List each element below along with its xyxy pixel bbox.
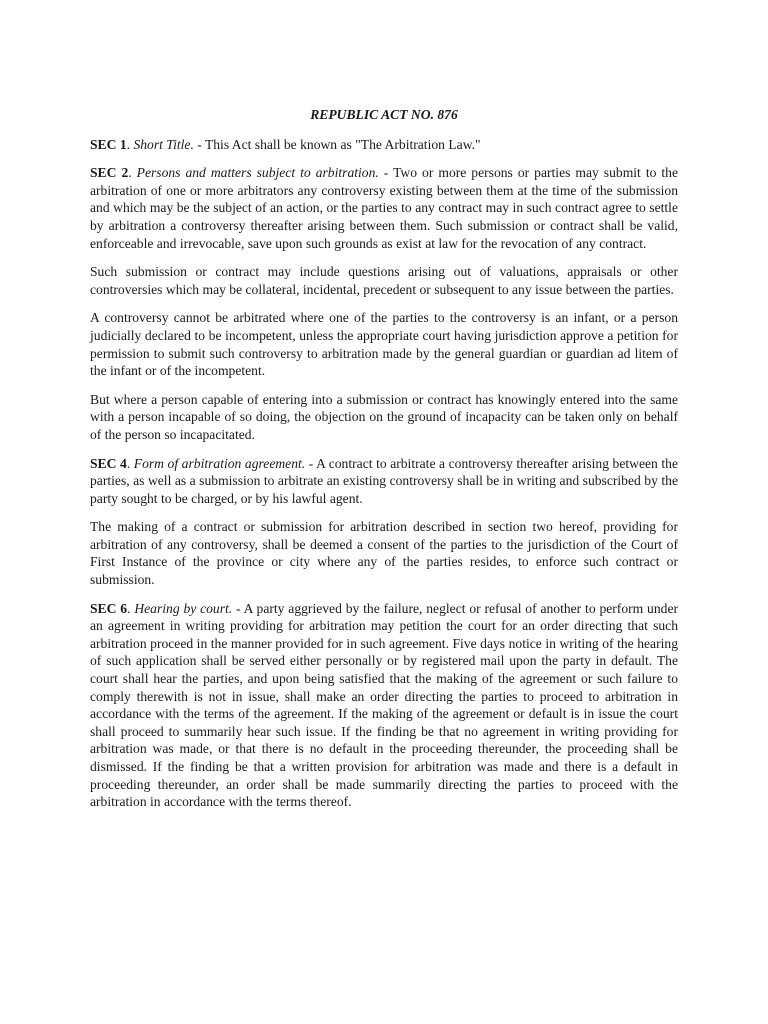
section-number: SEC 2 <box>90 165 129 181</box>
document-title: REPUBLIC ACT NO. 876 <box>310 107 458 122</box>
section-heading: Hearing by court. <box>134 600 233 616</box>
section-paragraph: SEC 4. Form of arbitration agreement. - A contract to arbitrate a controversy thereafter arising between the parties, as well as a submission to arbitrate an existing controversy shall be in writing and subscribed by the party sought to be charged, or by his lawful agent. <box>90 455 679 506</box>
section-number: SEC 4 <box>90 455 127 471</box>
body-paragraph: The making of a contract or submission for arbitration described in section two hereof, providing for arbitration of any controversy, shall be deemed a consent of the parties to the jurisdiction of the Court of First Instance of the province or city where any of the parties resides, to enforce such contract or submission. <box>90 519 678 588</box>
section-body: - A party aggrieved by the failure, neglect or refusal of another to perform under an agreement in writing providing for arbitration may petition the court for an order directing that such arbitration proceed in the manner provided for in such agreement. Five days notice in writing of the hearing of such application shall be served either personally or by registered mail upon the party in default. The court shall hear the parties, and upon being satisfied that the making of the agreement or such failure to comply therewith is not in issue, shall make an order directing the parties to proceed to arbitration in accordance with the terms of the agreement. If the making of the agreement or default is in issue the court shall proceed to summarily hear such issue. If the finding be that no agreement in writing providing for arbitration was made, or that there is no default in the proceeding thereunder, the proceeding shall be dismissed. If the finding be that a written provision for arbitration was made and there is a default in proceeding thereunder, an order shall be made summarily directing the parties to proceed with the arbitration in accordance with the terms thereof. <box>90 600 679 810</box>
section-heading: Short Title. <box>133 136 194 152</box>
body-paragraph: Such submission or contract may include questions arising out of valuations, appraisals or other controversies which may be collateral, incidental, precedent or subsequent to any issue between the parties. <box>90 264 678 297</box>
section-paragraph: SEC 6. Hearing by court. - A party aggrieved by the failure, neglect or refusal of another to perform under an agreement in writing providing for arbitration may petition the court for an order directing that such arbitration proceed in the manner provided for in such agreement. Five days notice in writing of the hearing of such application shall be served either personally or by registered mail upon the party in default. The court shall hear the parties, and upon being satisfied that the making of the agreement or such failure to comply therewith is not in issue, shall make an order directing the parties to proceed to arbitration in accordance with the terms of the agreement. If the making of the agreement or default is in issue the court shall proceed to summarily hear such issue. If the finding be that no agreement in writing providing for arbitration was made, or that there is no default in the proceeding thereunder, the proceeding shall be dismissed. If the finding be that a written provision for arbitration was made and there is a default in proceeding thereunder, an order shall be made summarily directing the parties to proceed with the arbitration in accordance with the terms thereof. <box>90 600 679 810</box>
section-paragraph: SEC 2. Persons and matters subject to arbitration. - Two or more persons or parties may submit to the arbitration of one or more arbitrators any controversy existing between them at the time of the submission and which may be the subject of an action, or the parties to any contract may in such contract agree to settle by arbitration a controversy thereafter arising between them. Such submission or contract shall be valid, enforceable and irrevocable, save upon such grounds as exist at law for the revocation of any contract. <box>90 165 679 251</box>
body-paragraph: A controversy cannot be arbitrated where one of the parties to the controversy is an infant, or a person judicially declared to be incompetent, unless the appropriate court having jurisdiction approve a petition for permission to submit such controversy to arbitration made by the general guardian or guardian ad litem of the infant or of the incompetent. <box>90 310 678 379</box>
document-page <box>90 106 678 822</box>
section-body: - This Act shall be known as "The Arbitration Law." <box>193 136 481 152</box>
body-paragraph: But where a person capable of entering into a submission or contract has knowingly entered into the same with a person incapable of so doing, the objection on the ground of incapacity can be taken only on behalf of the person so incapacitated. <box>90 391 678 442</box>
section-number: SEC 1 <box>90 136 127 152</box>
section-body: - A contract to arbitrate a controversy thereafter arising between the parties, as well as a submission to arbitrate an existing controversy shall be in writing and subscribed by the party sought to be charged, or by his lawful agent. <box>90 455 679 506</box>
section-paragraph: SEC 1. Short Title. - This Act shall be known as "The Arbitration Law." <box>90 136 481 152</box>
section-number: SEC 6 <box>90 600 128 616</box>
section-heading: Persons and matters subject to arbitration. <box>136 165 379 181</box>
section-heading: Form of arbitration agreement. <box>133 455 306 471</box>
section-body: - Two or more persons or parties may submit to the arbitration of one or more arbitrators any controversy existing between them at the time of the submission and which may be the subject of an action, or the parties to any contract may in such contract agree to settle by arbitration a controversy thereafter arising between them. Such submission or contract shall be valid, enforceable and irrevocable, save upon such grounds as exist at law for the revocation of any contract. <box>90 165 679 251</box>
